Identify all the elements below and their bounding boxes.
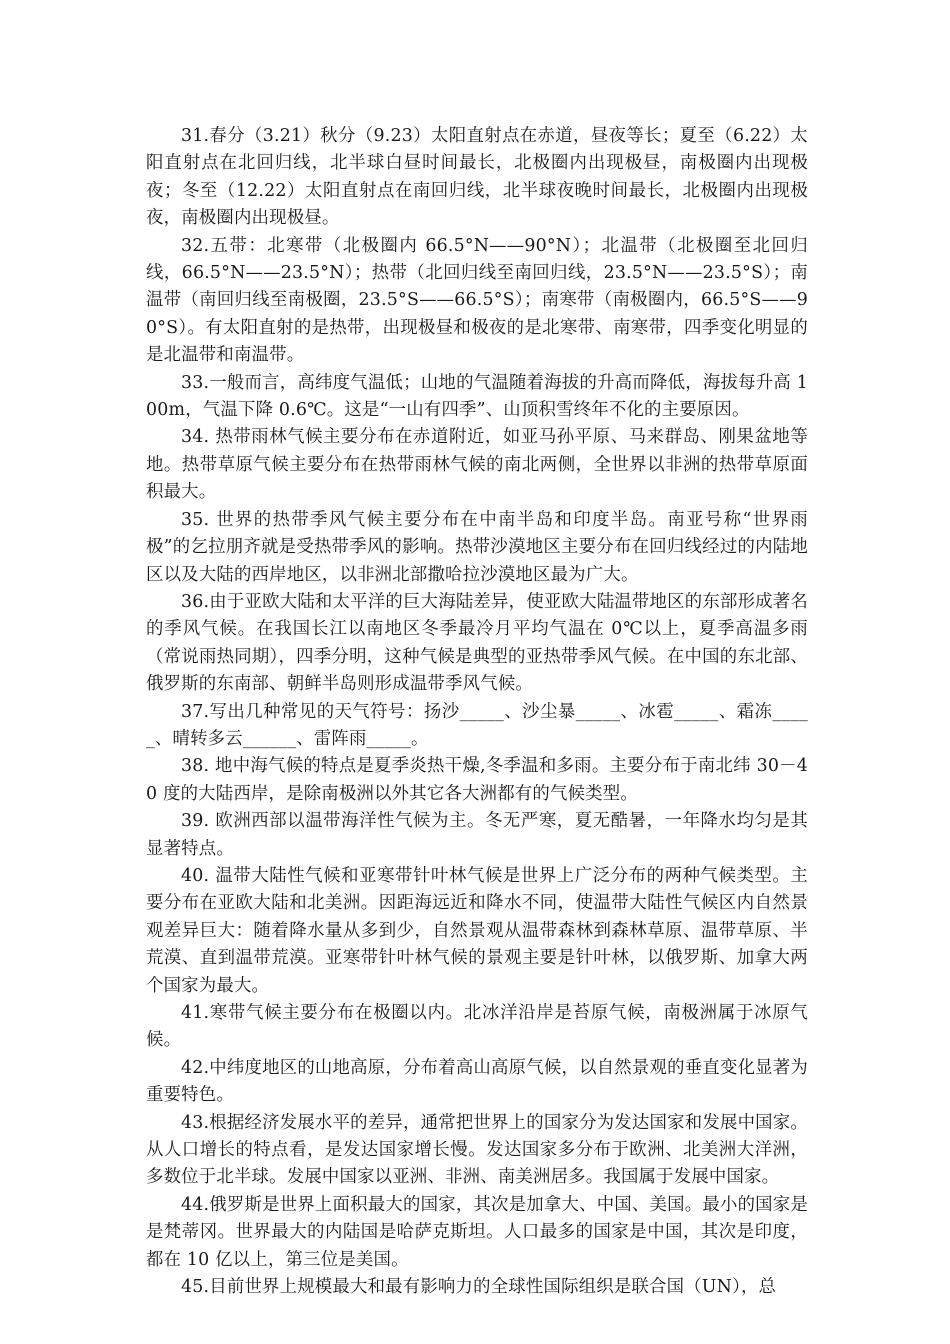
paragraph-32: 32.五带：北寒带（北极圈内 66.5°N——90°N）；北温带（北极圈至北回归线，66.5°N——23.5°N）；热带（北回归线至南回归线，23.5°N——23.5°S）；南温带（南回归线至南极圈，23.5°S——66.5°S）；南寒带（南极圈内，66.5°S——90°S）。有太阳直射的是热带，出现极昼和极夜的是北寒带、南寒带，四季变化明显的是北温带和南温带。: [146, 235, 808, 366]
paragraph-35: 35. 世界的热带季风气候主要分布在中南半岛和印度半岛。南亚号称“世界雨极”的乞拉朋齐就是受热带季风的影响。热带沙漠地区主要分布在回归线经过的内陆地区以及大陆的西岸地区，以非洲北部撒哈拉沙漠地区最为广大。: [146, 509, 808, 585]
paragraph-45: 45.目前世界上规模最大和最有影响力的全球性国际组织是联合国（UN），总: [181, 1277, 777, 1298]
paragraph-40: 40. 温带大陆性气候和亚寒带针叶林气候是世界上广泛分布的两种气候类型。主要分布在亚欧大陆和北美洲。因距海远近和降水不同，使温带大陆性气候区内自然景观差异巨大：随着降水量从多到少，自然景观从温带森林到森林草原、温带草原、半荒漠、直到温带荒漠。亚寒带针叶林气候的景观主要是针叶林，以俄罗斯、加拿大两个国家为最大。: [146, 865, 808, 996]
paragraph-44: 44.俄罗斯是世界上面积最大的国家，其次是加拿大、中国、美国。最小的国家是是梵蒂冈。世界最大的内陆国是哈萨克斯坦。人口最多的国家是中国，其次是印度，都在 10 亿以上，第三位是美国。: [146, 1194, 808, 1270]
document-page: [146, 123, 808, 1301]
paragraph-42: 42.中纬度地区的山地高原，分布着高山高原气候，以自然景观的垂直变化显著为重要特色。: [146, 1057, 808, 1106]
paragraph-36: 36.由于亚欧大陆和太平洋的巨大海陆差异，使亚欧大陆温带地区的东部形成著名的季风气候。在我国长江以南地区冬季最冷月平均气温在 0℃以上，夏季高温多雨（常说雨热同期），四季分明，这种气候是典型的亚热带季风气候。在中国的东北部、俄罗斯的东南部、朝鲜半岛则形成温带季风气候。: [146, 591, 808, 695]
paragraph-37: 37.写出几种常见的天气符号：扬沙_____、沙尘暴_____、冰雹_____、霜冻_____、晴转多云______、雷阵雨_____。: [146, 701, 808, 749]
paragraph-39: 39. 欧洲西部以温带海洋性气候为主。冬无严寒，夏无酷暑，一年降水均匀是其显著特点。: [146, 811, 808, 859]
paragraph-31: 31.春分（3.21）秋分（9.23）太阳直射点在赤道，昼夜等长；夏至（6.22）太阳直射点在北回归线，北半球白昼时间最长，北极圈内出现极昼，南极圈内出现极夜；冬至（12.22）太阳直射点在南回归线，北半球夜晚时间最长，北极圈内出现极夜，南极圈内出现极昼。: [146, 126, 808, 229]
paragraph-34: 34. 热带雨林气候主要分布在赤道附近，如亚马孙平原、马来群岛、刚果盆地等地。热带草原气候主要分布在热带雨林气候的南北两侧，全世界以非洲的热带草原面积最大。: [146, 427, 808, 503]
paragraph-33: 33.一般而言，高纬度气温低；山地的气温随着海拔的升高而降低，海拔每升高 100m，气温下降 0.6℃。这是“一山有四季”、山顶积雪终年不化的主要原因。: [146, 372, 808, 421]
paragraph-38: 38. 地中海气候的特点是夏季炎热干燥,冬季温和多雨。主要分布于南北纬 30－40 度的大陆西岸，是除南极洲以外其它各大洲都有的气候类型。: [146, 756, 808, 804]
paragraph-43: 43.根据经济发展水平的差异，通常把世界上的国家分为发达国家和发展中国家。从人口增长的特点看，是发达国家增长慢。发达国家多分布于欧洲、北美洲大洋洲，多数位于北半球。发展中国家以亚洲、非洲、南美洲居多。我国属于发展中国家。: [146, 1112, 808, 1188]
paragraph-41: 41.寒带气候主要分布在极圈以内。北冰洋沿岸是苔原气候，南极洲属于冰原气候。: [146, 1003, 808, 1051]
